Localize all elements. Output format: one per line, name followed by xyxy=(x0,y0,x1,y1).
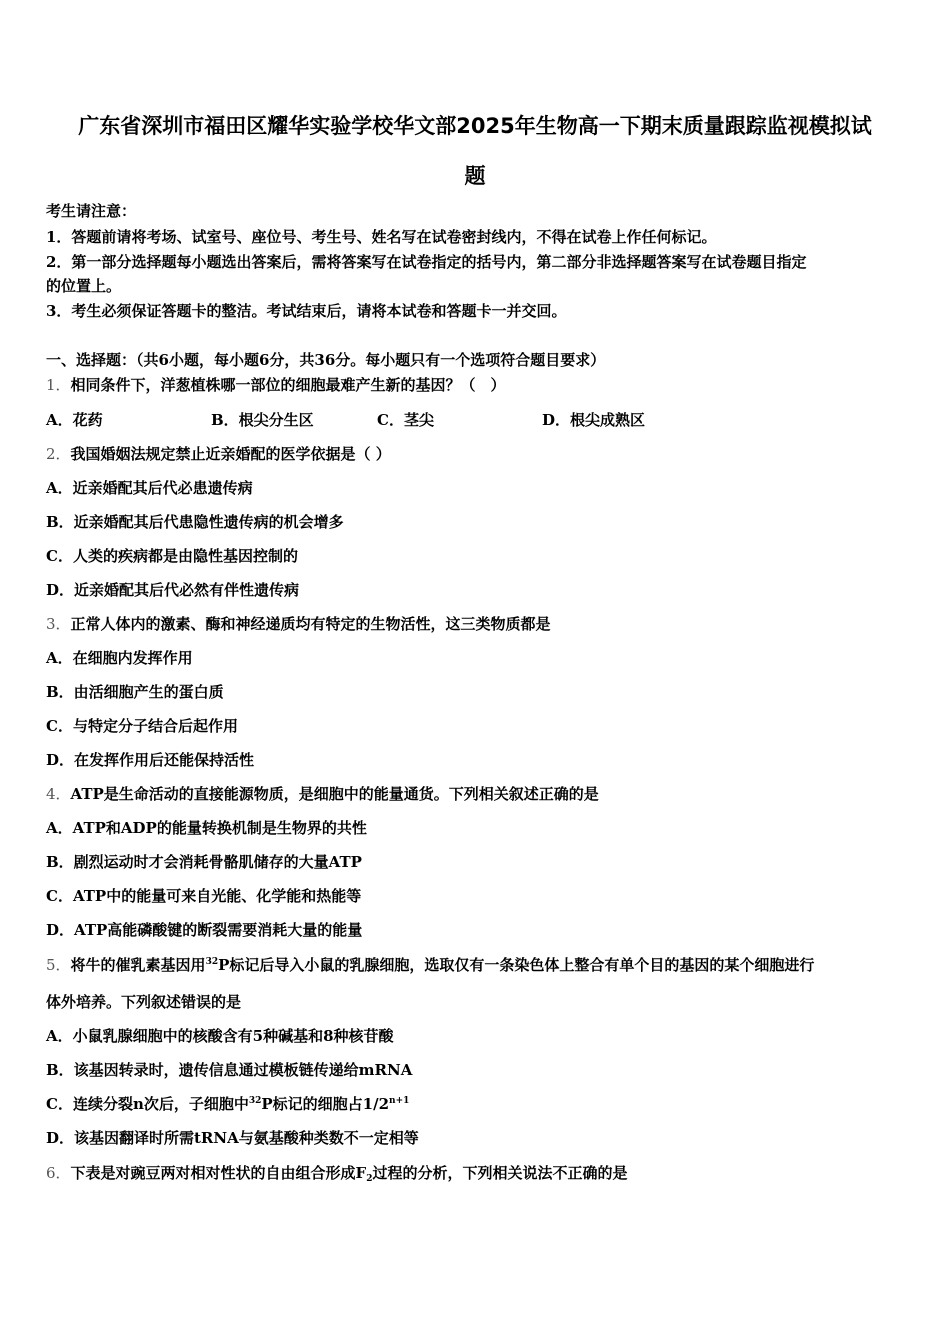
question-stem xyxy=(46,784,599,804)
option-c: C．与特定分子结合后起作用 xyxy=(46,717,238,735)
question-text: ATP是生命活动的直接能源物质，是细胞中的能量通货。下列相关叙述正确的是 xyxy=(70,785,599,803)
option-d: D．在发挥作用后还能保持活性 xyxy=(46,751,255,769)
option-c: C．连续分裂n次后，子细胞中$^{32}$P标记的细胞占$1/2^{n+1}$ xyxy=(46,1095,410,1113)
question-stem xyxy=(46,375,506,395)
option-a: A．小鼠乳腺细胞中的核酸含有5种碱基和8种核苷酸 xyxy=(46,1027,394,1045)
section-heading: 一、选择题：（共6小题，每小题6分，共36分。每小题只有一个选项符合题目要求） xyxy=(46,351,606,369)
isotope-superscript: 32 xyxy=(248,1096,262,1106)
option-b: B．该基因转录时，遗传信息通过模板链传递给mRNA xyxy=(46,1061,413,1079)
option-a: A．花药 xyxy=(46,411,103,429)
question-stem: 5．将牛的催乳素基因用$^{32}$P标记后导入小鼠的乳腺细胞，选取仅有一条染色体上整合有单个目的基因的某个细胞进行 xyxy=(46,956,815,974)
option-b: B．近亲婚配其后代患隐性遗传病的机会增多 xyxy=(46,513,344,531)
option-a: A．近亲婚配其后代必患遗传病 xyxy=(46,479,253,497)
question-number: 2． xyxy=(46,445,71,463)
option-a: A．ATP和ADP的能量转换机制是生物界的共性 xyxy=(46,819,367,837)
notice-item-continued: 的位置上。 xyxy=(46,277,122,295)
page-title-continued: 题 xyxy=(464,164,486,188)
question-number: 1． xyxy=(46,376,71,394)
question-text: 相同条件下，洋葱植株哪一部位的细胞最难产生新的基因？（ ） xyxy=(70,376,506,394)
question-stem: 6．下表是对豌豆两对相对性状的自由组合形成$F_2$过程的分析，下列相关说法不正确的是 xyxy=(46,1164,628,1184)
isotope-superscript: 32 xyxy=(205,957,219,967)
option-a: A．在细胞内发挥作用 xyxy=(46,649,193,667)
question-stem-continued: 体外培养。下列叙述错误的是 xyxy=(46,993,242,1011)
question-number: 4． xyxy=(46,785,71,803)
generation-subscript: 2 xyxy=(366,1174,373,1184)
option-d: D．近亲婚配其后代必然有伴性遗传病 xyxy=(46,581,300,599)
option-b: B．由活细胞产生的蛋白质 xyxy=(46,683,224,701)
notice-heading: 考生请注意： xyxy=(46,202,137,220)
question-text: 正常人体内的激素、酶和神经递质均有特定的生物活性，这三类物质都是 xyxy=(70,615,551,633)
option-d: D．ATP高能磷酸键的断裂需要消耗大量的能量 xyxy=(46,921,363,939)
question-number: 3． xyxy=(46,615,71,633)
option-b: B．根尖分生区 xyxy=(211,411,314,429)
question-stem xyxy=(46,444,391,464)
option-d: D．根尖成熟区 xyxy=(542,411,646,429)
question-text: 我国婚姻法规定禁止近亲婚配的医学依据是（ ） xyxy=(70,445,391,463)
option-c: C．人类的疾病都是由隐性基因控制的 xyxy=(46,547,298,565)
notice-item: 2．第一部分选择题每小题选出答案后，需将答案写在试卷指定的括号内，第二部分非选择题答案写在试卷题目指定 xyxy=(46,253,807,271)
option-d: D．该基因翻译时所需tRNA与氨基酸种类数不一定相等 xyxy=(46,1129,419,1147)
notice-item: 3．考生必须保证答题卡的整洁。考试结束后，请将本试卷和答题卡一并交回。 xyxy=(46,302,567,320)
question-stem xyxy=(46,614,551,634)
question-number: 5． xyxy=(46,956,71,974)
notice-item: 1．答题前请将考场、试室号、座位号、考生号、姓名写在试卷密封线内，不得在试卷上作任何标记。 xyxy=(46,228,717,246)
exponent-superscript: n+1 xyxy=(389,1096,410,1106)
question-number: 6． xyxy=(46,1164,71,1182)
option-c: C．ATP中的能量可来自光能、化学能和热能等 xyxy=(46,887,362,905)
option-c: C．茎尖 xyxy=(377,411,434,429)
option-b: B．剧烈运动时才会消耗骨骼肌储存的大量ATP xyxy=(46,853,362,871)
page-title: 广东省深圳市福田区耀华实验学校华文部2025年生物高一下期末质量跟踪监视模拟试 xyxy=(78,114,872,138)
